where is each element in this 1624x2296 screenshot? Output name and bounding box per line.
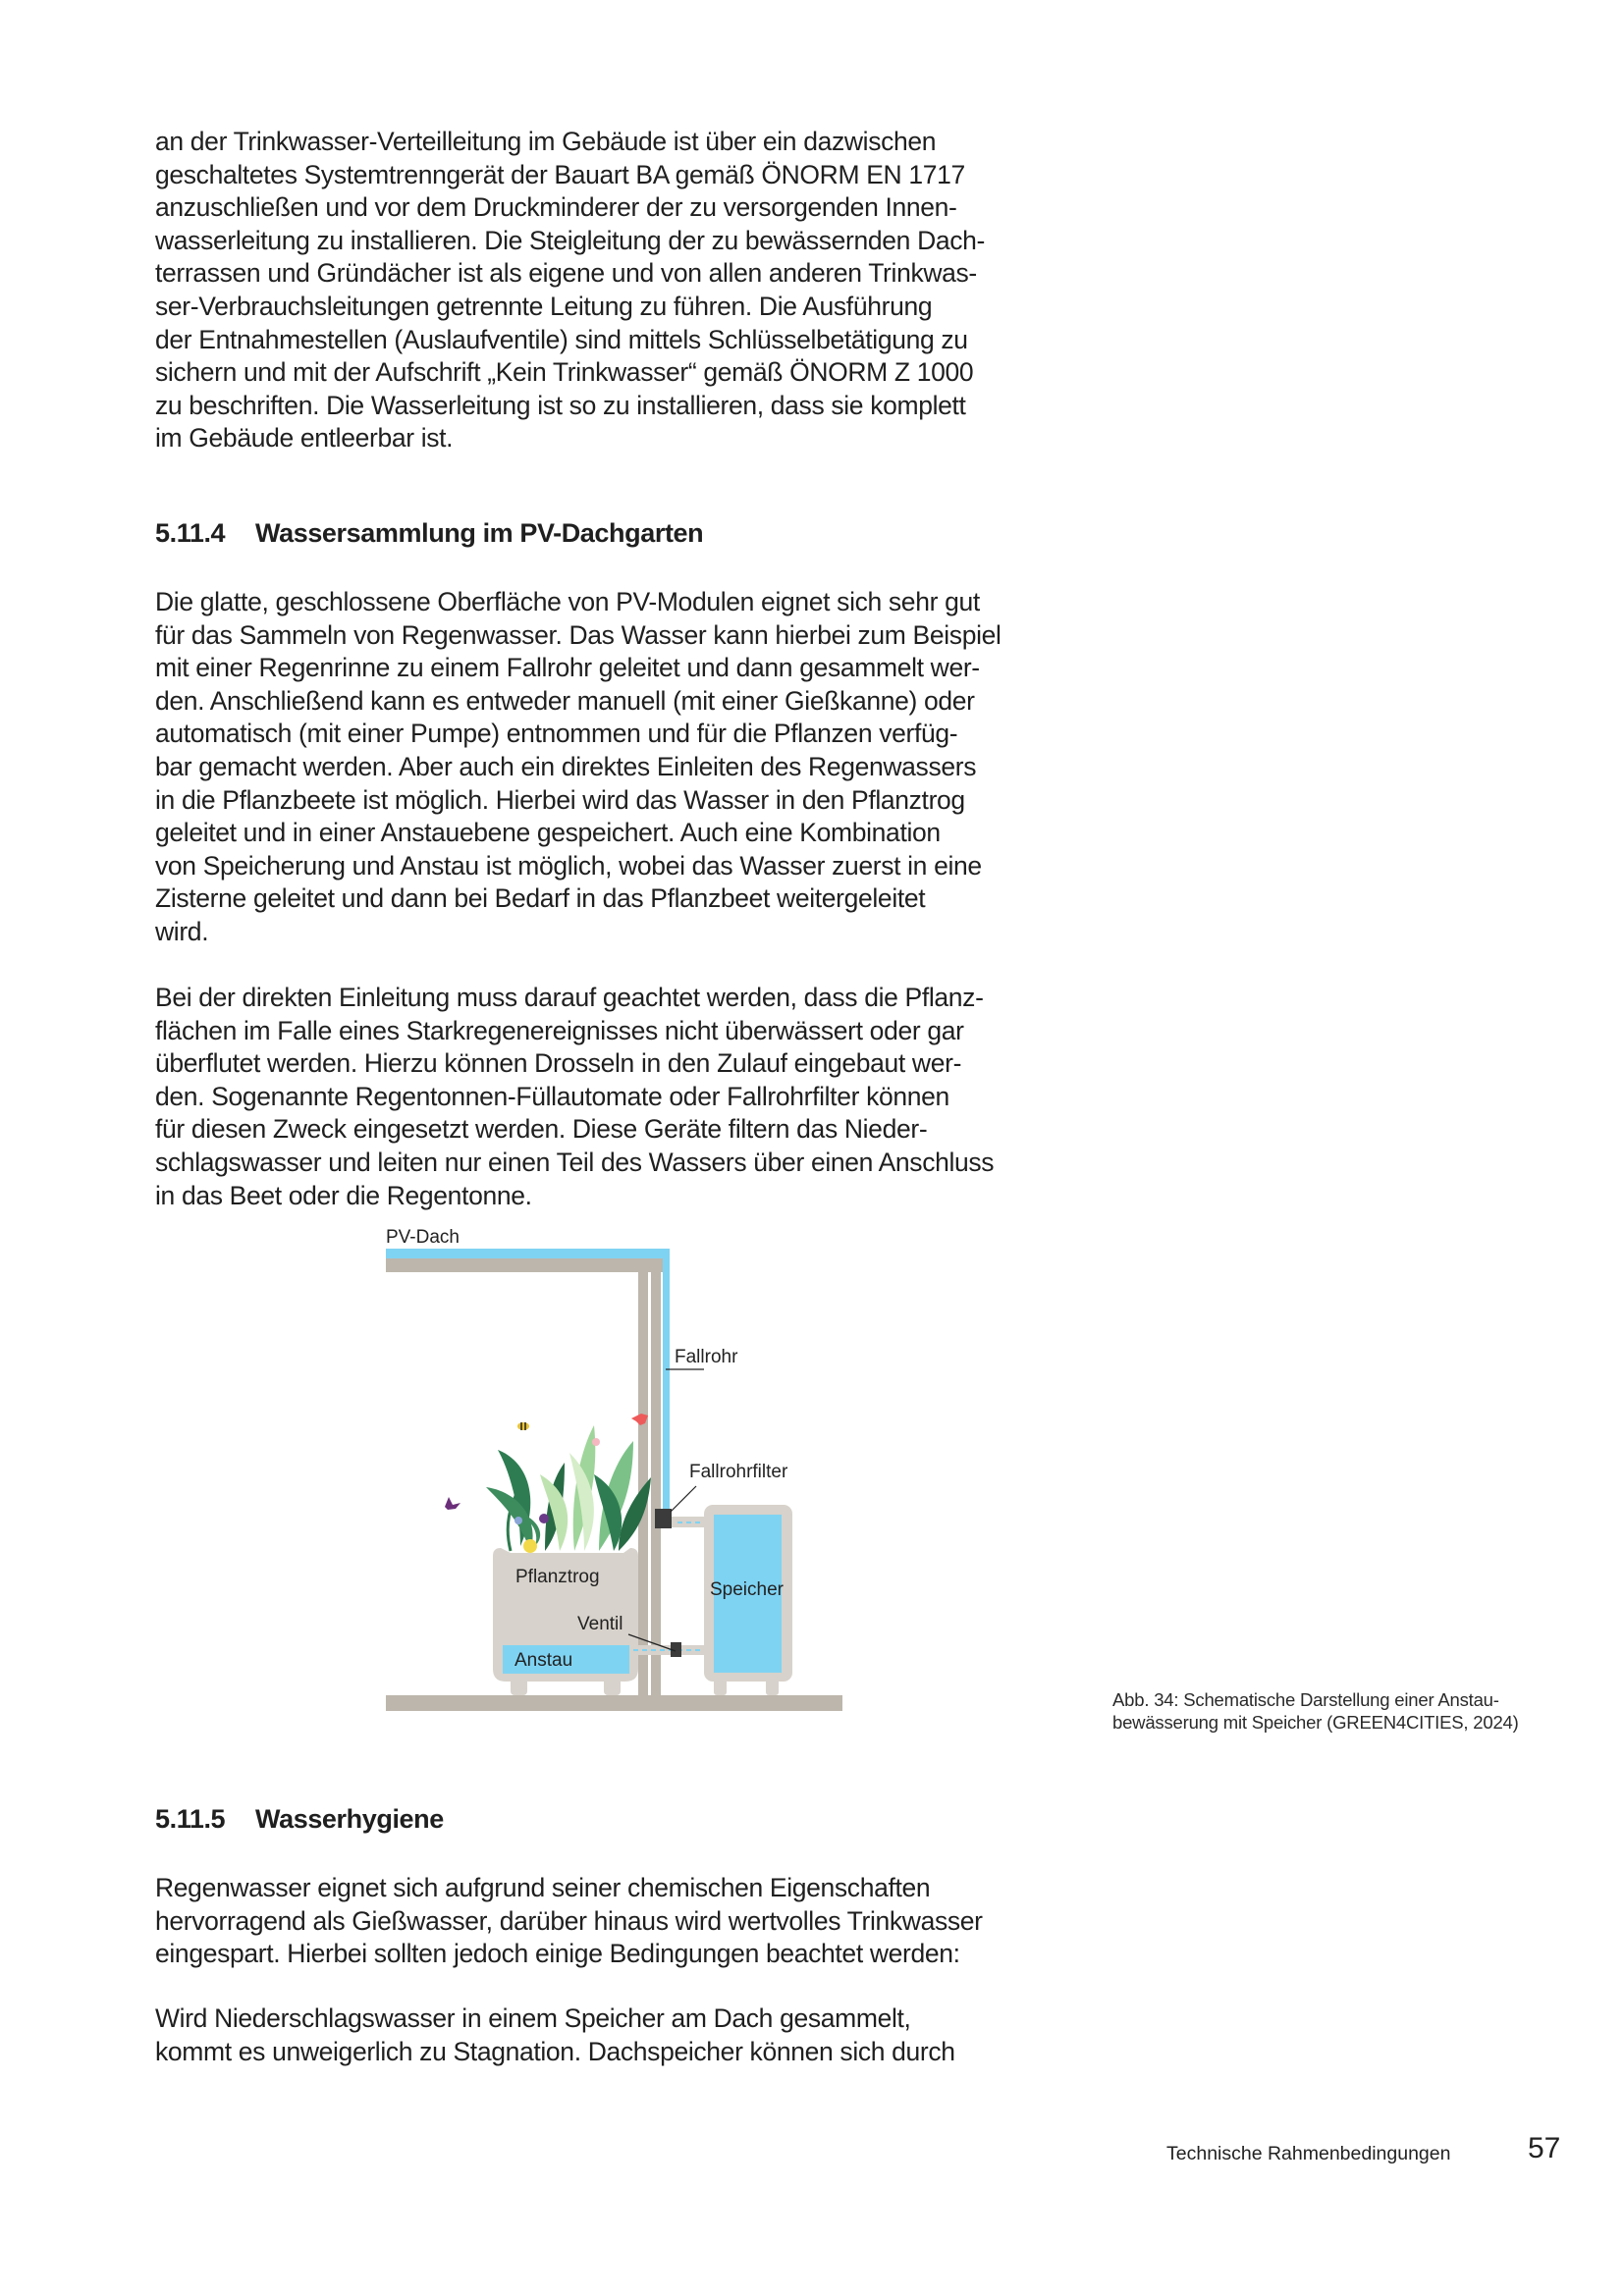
caption-line: bewässerung mit Speicher (GREEN4CITIES, 2024) (1112, 1712, 1519, 1733)
text-line: kommt es unweigerlich zu Stagnation. Dachspeicher können sich durch (155, 2036, 955, 2066)
text-line: für das Sammeln von Regenwasser. Das Wasser kann hierbei zum Beispiel (155, 619, 1001, 650)
roof-water-layer (386, 1249, 670, 1258)
text-line: im Gebäude entleerbar ist. (155, 423, 454, 454)
downpipe-lower (651, 1258, 661, 1695)
text-line: Zisterne geleitet und dann bei Bedarf in das Pflanzbeet weitergeleitet (155, 883, 926, 914)
paragraph-pv-water-collection (155, 586, 1001, 949)
text-line: eingespart. Hierbei sollten jedoch einige Bedingungen beachtet werden: (155, 1939, 960, 1969)
footer-section-title: Technische Rahmenbedingungen (1166, 2143, 1451, 2164)
downpipe-filter (655, 1509, 672, 1528)
text-line: anzuschließen und vor dem Druckminderer der zu versorgenden Innen- (155, 192, 957, 223)
label-filter: Fallrohrfilter (689, 1462, 788, 1482)
storage-to-planter-pipe (630, 1645, 705, 1655)
text-line: Wird Niederschlagswasser in einem Speicher am Dach gesammelt, (155, 2003, 911, 2033)
text-line: Regenwasser eignet sich aufgrund seiner chemischen Eigenschaften (155, 1873, 931, 1902)
label-valve: Ventil (577, 1614, 623, 1634)
text-line: Die glatte, geschlossene Oberfläche von PV-Modulen eignet sich sehr gut (155, 587, 980, 616)
label-storage: Speicher (710, 1579, 784, 1600)
text-line: sichern und mit der Aufschrift „Kein Trinkwasser“ gemäß ÖNORM Z 1000 (155, 357, 974, 388)
text-line: hervorragend als Gießwasser, darüber hinaus wird wertvolles Trinkwasser (155, 1905, 983, 1936)
floor-slab (386, 1695, 842, 1711)
page-number: 57 (1528, 2132, 1561, 2164)
butterfly-purple-icon (445, 1497, 460, 1510)
text-line: zu beschriften. Die Wasserleitung ist so zu installieren, dass sie komplett (155, 390, 966, 420)
text-line: überflutet werden. Hierzu können Drosseln in den Zulauf eingebaut wer- (155, 1048, 962, 1079)
label-pv-roof: PV-Dach (386, 1227, 460, 1248)
text-line: in das Beet oder die Regentonne. (155, 1180, 532, 1210)
text-line: den. Anschließend kann es entweder manuell (mit einer Gießkanne) oder (155, 685, 975, 716)
text-line: in die Pflanzbeete ist möglich. Hierbei wird das Wasser in den Pflanztrog (155, 784, 965, 815)
label-planter: Pflanztrog (515, 1567, 600, 1587)
paragraph-drinking-water-connection (155, 126, 985, 455)
section-number: 5.11.5 (155, 1804, 226, 1834)
section-number: 5.11.4 (155, 518, 226, 548)
bee-icon (517, 1422, 529, 1430)
text-line: flächen im Falle eines Starkregenereignisses nicht überwässert oder gar (155, 1015, 964, 1045)
text-line: für diesen Zweck eingesetzt werden. Diese Geräte filtern das Nieder- (155, 1114, 928, 1145)
roof-structure (386, 1258, 663, 1272)
text-line: schlagswasser und leiten nur einen Teil des Wassers über einen Anschluss (155, 1147, 995, 1177)
paragraph-direct-inflow (155, 982, 994, 1212)
text-line: der Entnahmestellen (Auslaufventile) sind mittels Schlüsselbetätigung zu (155, 324, 968, 354)
label-downpipe: Fallrohr (675, 1347, 738, 1367)
section-title: Wassersammlung im PV-Dachgarten (255, 518, 704, 548)
downpipe-water (663, 1249, 670, 1510)
text-line: terrassen und Gründächer ist als eigene und von allen anderen Trinkwas- (155, 258, 977, 289)
figure-caption (1112, 1688, 1519, 1734)
section-heading-5-11-5 (155, 1804, 444, 1835)
paragraph-rainwater-quality (155, 1872, 983, 1971)
paragraph-stagnation (155, 2002, 955, 2068)
section-heading-5-11-4 (155, 518, 703, 549)
plants-illustration (486, 1425, 651, 1553)
text-line: geschaltetes Systemtrenngerät der Bauart BA gemäß ÖNORM EN 1717 (155, 159, 965, 189)
text-line: bar gemacht werden. Aber auch ein direktes Einleiten des Regenwassers (155, 751, 977, 781)
text-line: ser-Verbrauchsleitungen getrennte Leitung zu führen. Die Ausführung (155, 291, 933, 321)
irrigation-schematic-figure (373, 1217, 864, 1737)
label-retention: Anstau (514, 1650, 573, 1671)
text-line: wird. (155, 916, 209, 946)
text-line: mit einer Regenrinne zu einem Fallrohr geleitet und dann gesammelt wer- (155, 653, 980, 683)
text-line: automatisch (mit einer Pumpe) entnommen und für die Pflanzen verfüg- (155, 719, 958, 749)
text-line: an der Trinkwasser-Verteilleitung im Gebäude ist über ein dazwischen (155, 127, 937, 156)
section-title: Wasserhygiene (255, 1804, 444, 1834)
text-line: von Speicherung und Anstau ist möglich, wobei das Wasser zuerst in eine (155, 850, 982, 881)
text-line: wasserleitung zu installieren. Die Steigleitung der zu bewässernden Dach- (155, 225, 986, 255)
caption-line: Abb. 34: Schematische Darstellung einer Anstau- (1112, 1689, 1499, 1710)
text-line: geleitet und in einer Anstauebene gespeichert. Auch eine Kombination (155, 818, 941, 848)
text-line: Bei der direkten Einleitung muss darauf geachtet werden, dass die Pflanz- (155, 983, 984, 1012)
text-line: den. Sogenannte Regentonnen-Füllautomate oder Fallrohrfilter können (155, 1081, 949, 1111)
storage-tank (704, 1505, 792, 1695)
